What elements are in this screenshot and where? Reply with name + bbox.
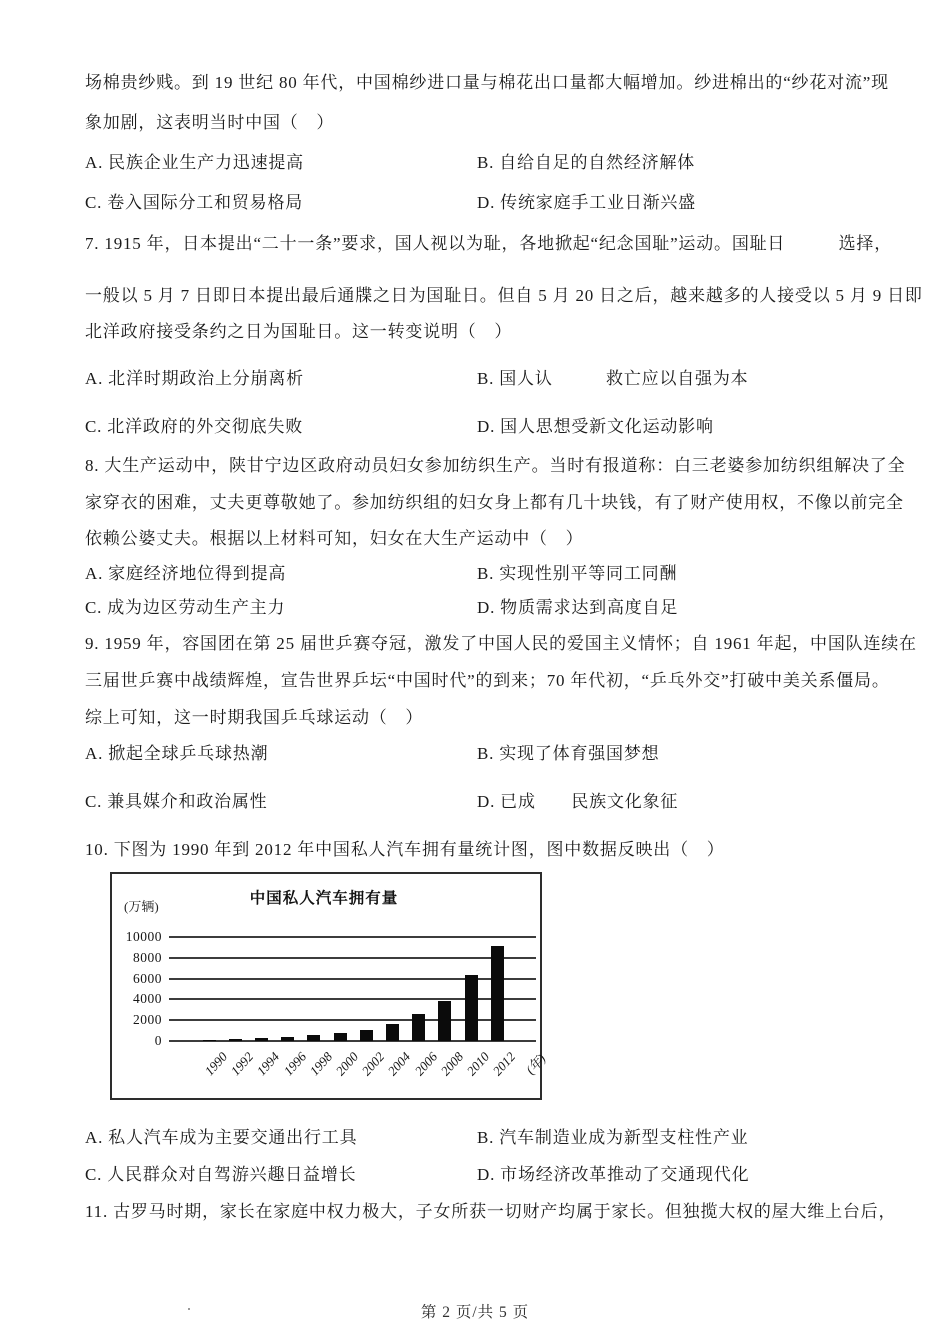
chart-y-tick-label: 2000	[133, 1012, 162, 1028]
chart-x-tick-label: 2004	[384, 1049, 414, 1079]
chart-bar	[307, 1035, 320, 1041]
chart-x-tick-label: 1996	[280, 1049, 309, 1079]
chart-gridline	[169, 1019, 536, 1021]
q9-option-c: C. 兼具媒介和政治属性	[85, 792, 268, 811]
q10-text-line-1: 10. 下图为 1990 年到 2012 年中国私人汽车拥有量统计图，图中数据反映出（ ）	[85, 840, 725, 859]
chart-bar	[203, 1040, 216, 1042]
private-car-ownership-chart	[110, 872, 549, 1100]
q8-option-c: C. 成为边区劳动生产主力	[85, 598, 286, 617]
chart-y-axis-unit-label: (万辆)	[124, 899, 159, 914]
chart-title: 中国私人汽车拥有量	[249, 890, 399, 907]
q8-text-line-1: 8. 大生产运动中，陕甘宁边区政府动员妇女参加纺织生产。当时有报道称：白三老婆参加纺织组解决了全	[85, 456, 906, 475]
chart-bar	[412, 1014, 425, 1041]
q9-option-d: D. 已成 民族文化象征	[477, 792, 679, 811]
chart-x-tick-label: 2008	[437, 1049, 466, 1079]
chart-x-tick-label: 1990	[201, 1049, 231, 1079]
chart-bar	[334, 1033, 347, 1041]
chart-y-tick-label: 10000	[125, 929, 162, 944]
q10-option-b: B. 汽车制造业成为新型支柱性产业	[477, 1128, 749, 1147]
chart-gridline	[169, 957, 536, 959]
q10-option-a: A. 私人汽车成为主要交通出行工具	[85, 1128, 358, 1147]
q8-text-line-3: 依赖公婆丈夫。根据以上材料可知，妇女在大生产运动中（ ）	[85, 529, 584, 548]
q7-text-line-3: 北洋政府接受条约之日为国耻日。这一转变说明（ ）	[85, 322, 513, 341]
q7-text-line-1: 7. 1915 年，日本提出“二十一条”要求，国人视以为耻，各地掀起“纪念国耻”运动。国耻日 选择，	[85, 234, 893, 253]
q8-option-a: A. 家庭经济地位得到提高	[85, 564, 287, 583]
scan-speck-artifact	[188, 1308, 190, 1310]
q7-option-c: C. 北洋政府的外交彻底失败	[85, 417, 304, 436]
chart-y-tick-label: 4000	[133, 991, 162, 1007]
chart-x-tick-label: 2000	[332, 1049, 362, 1079]
chart-x-tick-label: 1998	[306, 1049, 335, 1079]
q6-text-line-2: 象加剧，这表明当时中国（ ）	[85, 113, 335, 132]
chart-gridline	[169, 978, 536, 980]
chart-bar	[386, 1024, 399, 1041]
chart-bar	[438, 1001, 451, 1041]
q8-option-b: B. 实现性别平等同工同酬	[477, 564, 678, 583]
q8-option-d: D. 物质需求达到高度自足	[477, 598, 679, 617]
chart-bar	[465, 975, 478, 1041]
q7-text-line-2: 一般以 5 月 7 日即日本提出最后通牒之日为国耻日。但自 5 月 20 日之后，越来越多的人接受以 5 月 9 日即	[85, 286, 923, 305]
q7-option-d: D. 国人思想受新文化运动影响	[477, 417, 714, 436]
q6-option-c: C. 卷入国际分工和贸易格局	[85, 193, 304, 212]
chart-x-tick-label: 2002	[358, 1049, 388, 1079]
q6-option-a: A. 民族企业生产力迅速提高	[85, 153, 304, 172]
chart-x-tick-label: 2010	[463, 1049, 493, 1079]
q6-option-b: B. 自给自足的自然经济解体	[477, 153, 696, 172]
q9-text-line-2: 三届世乒赛中战绩辉煌，宣告世界乒坛“中国时代”的到来；70 年代初，“乒乓外交”打破中美关系僵局。	[85, 671, 890, 690]
chart-gridline	[169, 936, 536, 938]
q6-option-d: D. 传统家庭手工业日渐兴盛	[477, 193, 696, 212]
chart-bar	[491, 946, 504, 1041]
page-number-footer: 第 2 页/共 5 页	[420, 1304, 530, 1321]
chart-x-tick-label: 2012	[489, 1049, 519, 1079]
chart-gridline	[169, 1040, 536, 1042]
chart-y-tick-label: 6000	[133, 970, 162, 986]
q10-option-c: C. 人民群众对自驾游兴趣日益增长	[85, 1165, 357, 1184]
q9-option-a: A. 掀起全球乒乓球热潮	[85, 744, 269, 763]
chart-bar	[255, 1038, 268, 1041]
q9-text-line-3: 综上可知，这一时期我国乒乓球运动（ ）	[85, 708, 424, 727]
chart-y-tick-label: 8000	[133, 949, 162, 965]
chart-bar	[229, 1039, 242, 1041]
q11-text-line-1: 11. 古罗马时期，家长在家庭中权力极大，子女所获一切财产均属于家长。但独揽大权的屋大维上台后，	[85, 1202, 897, 1221]
q9-text-line-1: 9. 1959 年，容国团在第 25 届世乒赛夺冠，激发了中国人民的爱国主义情怀；自 1961 年起，中国队连续在	[85, 634, 917, 653]
chart-bar	[360, 1030, 373, 1041]
q7-option-a: A. 北洋时期政治上分崩离析	[85, 369, 304, 388]
q9-option-b: B. 实现了体育强国梦想	[477, 744, 660, 763]
chart-x-axis-unit-label: (年)	[523, 1051, 549, 1078]
q7-option-b: B. 国人认 救亡应以自强为本	[477, 369, 749, 388]
chart-x-tick-label: 1992	[227, 1049, 257, 1079]
q8-text-line-2: 家穿衣的困难，丈夫更尊敬她了。参加纺织组的妇女身上都有几十块钱，有了财产使用权，不像以前完全	[85, 493, 904, 512]
chart-gridline	[169, 998, 536, 1000]
chart-bar	[281, 1037, 294, 1041]
chart-x-tick-label: 1994	[253, 1049, 283, 1079]
chart-x-tick-label: 2006	[411, 1049, 440, 1079]
q6-text-line-1: 场棉贵纱贱。到 19 世纪 80 年代，中国棉纱进口量与棉花出口量都大幅增加。纱进棉出的“纱花对流”现	[85, 73, 889, 92]
q10-option-d: D. 市场经济改革推动了交通现代化	[477, 1165, 750, 1184]
chart-y-tick-label: 0	[154, 1033, 162, 1048]
